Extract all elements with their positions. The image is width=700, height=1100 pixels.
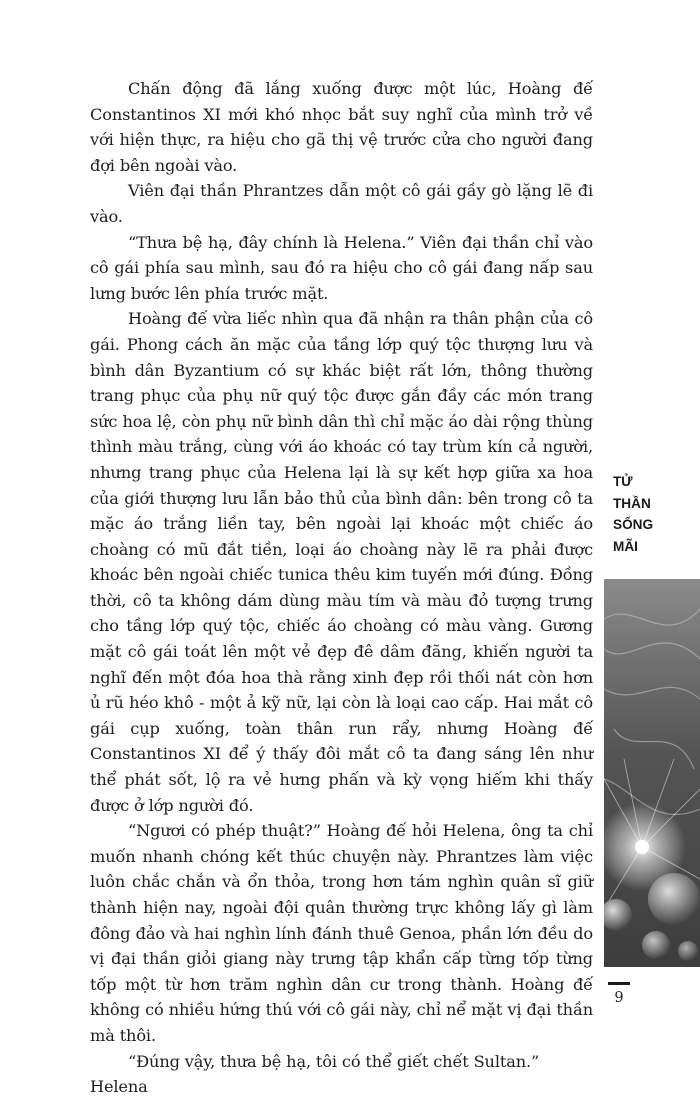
book-title-line-1: TỬ xyxy=(613,474,633,489)
page-number-rule xyxy=(608,982,630,985)
paragraph-2: Viên đại thần Phrantzes dẫn một cô gái gầy gò lặng lẽ đi vào. xyxy=(90,181,593,226)
book-title-line-3: SỐNG xyxy=(613,517,654,532)
book-title xyxy=(604,471,700,557)
paragraph-5: “Ngươi có phép thuật?” Hoàng đế hỏi Helena, ông ta chỉ muốn nhanh chóng kết thúc chuyện này. Phrantzes làm việc luôn chắc chắn và ổn thỏa, trong hơn tám nghìn quân sĩ giữ thành hiện nay, ngoài đội quân thường trực không lấy gì làm đông đảo và hai nghìn lính đánh thuê Genoa, phần lớn đều do vị đại thần giỏi giang này trưng tập khẩn cấp từng tốp từng tốp một từ hơn trăm nghìn dân cư trong thành. Hoàng đế không có nhiều hứng thú với cô gái này, chỉ nể mặt vị đại thần mà thôi. xyxy=(90,821,593,1045)
paragraph-1: Chấn động đã lắng xuống được một lúc, Hoàng đế Constantinos XI mới khó nhọc bắt suy nghĩ của mình trở về với hiện thực, ra hiệu cho gã thị vệ trước cửa cho người đang đợi bên ngoài vào. xyxy=(90,79,593,175)
body-text xyxy=(90,76,593,1100)
page-number: 9 xyxy=(614,990,624,1006)
book-title-line-2: THẦN xyxy=(613,495,651,511)
cover-art-graphic xyxy=(604,579,700,967)
side-tab xyxy=(604,471,700,557)
paragraph-6: “Đúng vậy, thưa bệ hạ, tôi có thể giết chết Sultan.” Helena xyxy=(90,1051,540,1097)
book-title-line-4: MÃI xyxy=(613,538,638,554)
cover-art-image xyxy=(604,579,700,967)
paragraph-3: “Thưa bệ hạ, đây chính là Helena.” Viên đại thần chỉ vào cô gái phía sau mình, sau đó ra hiệu cho cô gái đang nấp sau lưng bước lên phía trước mặt. xyxy=(90,232,593,303)
paragraph-4: Hoàng đế vừa liếc nhìn qua đã nhận ra thân phận của cô gái. Phong cách ăn mặc của tầng lớp quý tộc thượng lưu và bình dân Byzantium có sự khác biệt rất lớn, thông thường trang phục của phụ nữ quý tộc được gắn đầy các món trang sức hoa lệ, còn phụ nữ bình dân thì chỉ mặc áo dài rộng thùng thình màu trắng, cùng với áo khoác có tay trùm kín cả người, nhưng trang phục của Helena lại là sự kết hợp giữa xa hoa của giới thượng lưu lẫn bảo thủ của bình dân: bên trong cô ta mặc áo trắng liền tay, bên ngoài lại khoác một chiếc áo choàng có mũ đắt tiền, loại áo choàng này lẽ ra phải được khoác bên ngoài chiếc tunica thêu kim tuyến mới đúng. Đồng thời, cô ta không dám dùng màu tím và màu đỏ tượng trưng cho tầng lớp quý tộc, chiếc áo choàng có màu vàng. Gương mặt cô gái toát lên một vẻ đẹp đê dâm đãng, khiến người ta nghĩ đến một đóa hoa thà rằng xinh đẹp rồi thối nát còn hơn ủ rũ héo khô - một ả kỹ nữ, lại còn là loại cao cấp. Hai mắt cô gái cụp xuống, toàn thân run rẩy, nhưng Hoàng đế Constantinos XI để ý thấy đôi mắt cô ta đang sáng lên như thể phát sốt, lộ ra vẻ hưng phấn và kỳ vọng hiếm khi thấy được ở lớp người đó. xyxy=(90,309,593,815)
